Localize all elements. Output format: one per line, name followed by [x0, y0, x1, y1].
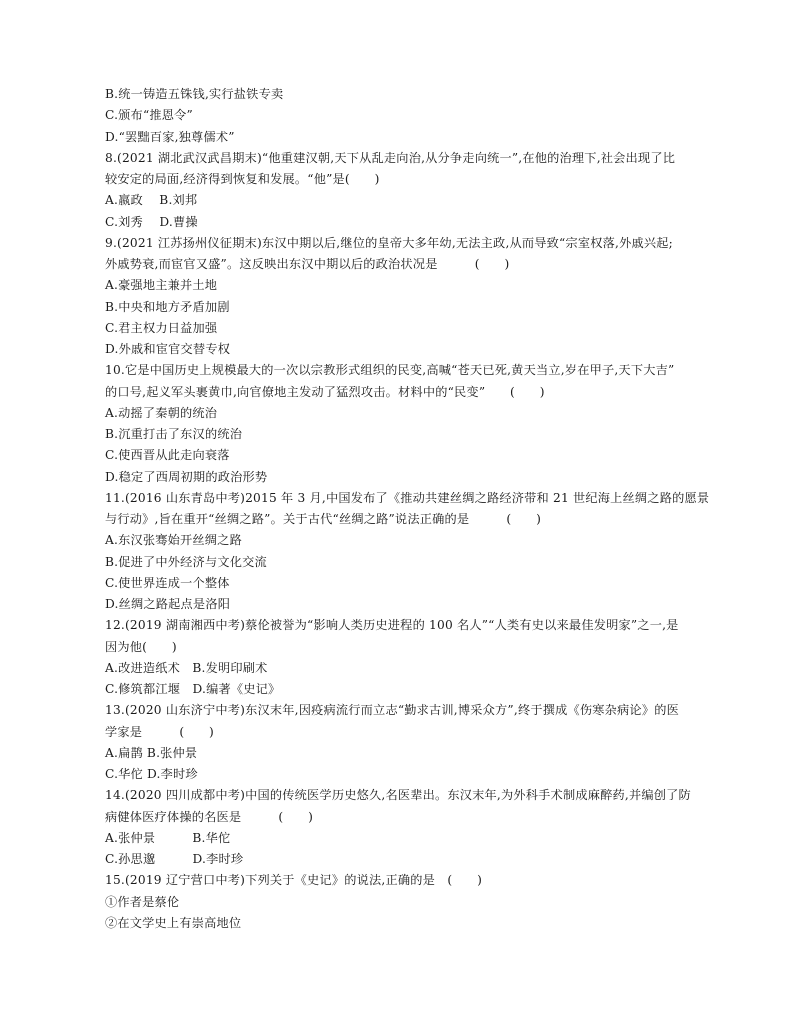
- question-10-stem: 的口号,起义军头裹黄巾,向官僚地主发动了猛烈攻击。材料中的“民变” ( ): [105, 384, 545, 399]
- question-11-option: D.丝绸之路起点是洛阳: [105, 597, 231, 611]
- question-12-options: C.修筑都江堰 D.编著《史记》: [105, 682, 281, 696]
- question-8-stem: 较安定的局面,经济得到恢复和发展。“他”是( ): [105, 172, 380, 186]
- question-9-option: A.豪强地主兼并土地: [105, 278, 218, 293]
- question-11-option: A.东汉张骞始开丝绸之路: [105, 533, 242, 548]
- question-10-option: D.稳定了西周初期的政治形势: [105, 469, 268, 484]
- question-10-stem: 10.它是中国历史上规模最大的一次以宗教形式组织的民变,高喊“苍天已死,黄天当立,岁在甲子,天下大吉”: [105, 363, 675, 378]
- question-9-option: B.中央和地方矛盾加剧: [105, 299, 230, 314]
- question-9-stem: 9.(2021 江苏扬州仪征期末)东汉中期以后,继位的皇帝大多年幼,无法主政,从而导致“宗室权落,外戚兴起;: [105, 235, 673, 250]
- option-line: B.统一铸造五铢钱,实行盐铁专卖: [105, 87, 284, 101]
- question-15-statement: ②在文学史上有崇高地位: [105, 915, 242, 930]
- question-12-stem: 因为他( ): [105, 639, 177, 654]
- question-15-stem: 15.(2019 辽宁营口中考)下列关于《史记》的说法,正确的是 ( ): [105, 873, 483, 888]
- question-12-options: A.改进造纸术 B.发明印刷术: [105, 660, 268, 675]
- option-line: D.“罢黜百家,独尊儒术”: [105, 129, 235, 144]
- question-11-stem: 与行动》,旨在重开“丝绸之路”。关于古代“丝绸之路”说法正确的是 ( ): [105, 512, 542, 526]
- question-10-option: B.沉重打击了东汉的统治: [105, 427, 243, 441]
- question-8-options: C.刘秀 D.曹操: [105, 214, 198, 229]
- option-line: C.颁布“推恩令”: [105, 108, 193, 123]
- question-12-stem: 12.(2019 湖南湘西中考)蔡伦被誉为“影响人类历史进程的 100 名人”“人类有史以来最佳发明家”之一,是: [105, 618, 679, 633]
- question-11-option: B.促进了中外经济与文化交流: [105, 554, 267, 569]
- question-14-stem: 病健体医疗体操的名医是 ( ): [105, 809, 314, 824]
- question-14-options: C.孙思邈 D.李时珍: [105, 852, 244, 866]
- question-14-stem: 14.(2020 四川成都中考)中国的传统医学历史悠久,名医辈出。东汉末年,为外科手术制成麻醉药,并编创了防: [105, 788, 691, 803]
- question-8-options: A.嬴政 B.刘邦: [105, 193, 198, 208]
- question-10-option: C.使西晋从此走向衰落: [105, 448, 230, 463]
- question-9-stem: 外戚势衰,而宦官又盛”。这反映出东汉中期以后的政治状况是 ( ): [105, 257, 510, 271]
- question-11-option: C.使世界连成一个整体: [105, 575, 230, 590]
- question-9-option: C.君主权力日益加强: [105, 320, 218, 335]
- question-13-options: A.扁鹊 B.张仲景: [105, 745, 198, 760]
- question-13-options: C.华佗 D.李时珍: [105, 767, 198, 781]
- question-15-statement: ①作者是蔡伦: [105, 894, 180, 909]
- question-14-options: A.张仲景 B.华佗: [105, 830, 231, 845]
- question-8-stem: 8.(2021 湖北武汉武昌期末)“他重建汉朝,天下从乱走向治,从分争走向统一”,在他的治理下,社会出现了比: [105, 150, 676, 165]
- question-9-option: D.外戚和宦官交替专权: [105, 342, 231, 356]
- exam-page: [105, 84, 710, 934]
- question-11-stem: 11.(2016 山东青岛中考)2015 年 3 月,中国发布了《推动共建丝绸之路经济带和 21 世纪海上丝绸之路的愿景: [105, 490, 710, 505]
- question-13-stem: 13.(2020 山东济宁中考)东汉末年,因疫病流行而立志“勤求古训,博采众方”,终于撰成《伤寒杂病论》的医: [105, 703, 679, 718]
- question-10-option: A.动摇了秦朝的统治: [105, 405, 218, 420]
- question-13-stem: 学家是 ( ): [105, 724, 215, 739]
